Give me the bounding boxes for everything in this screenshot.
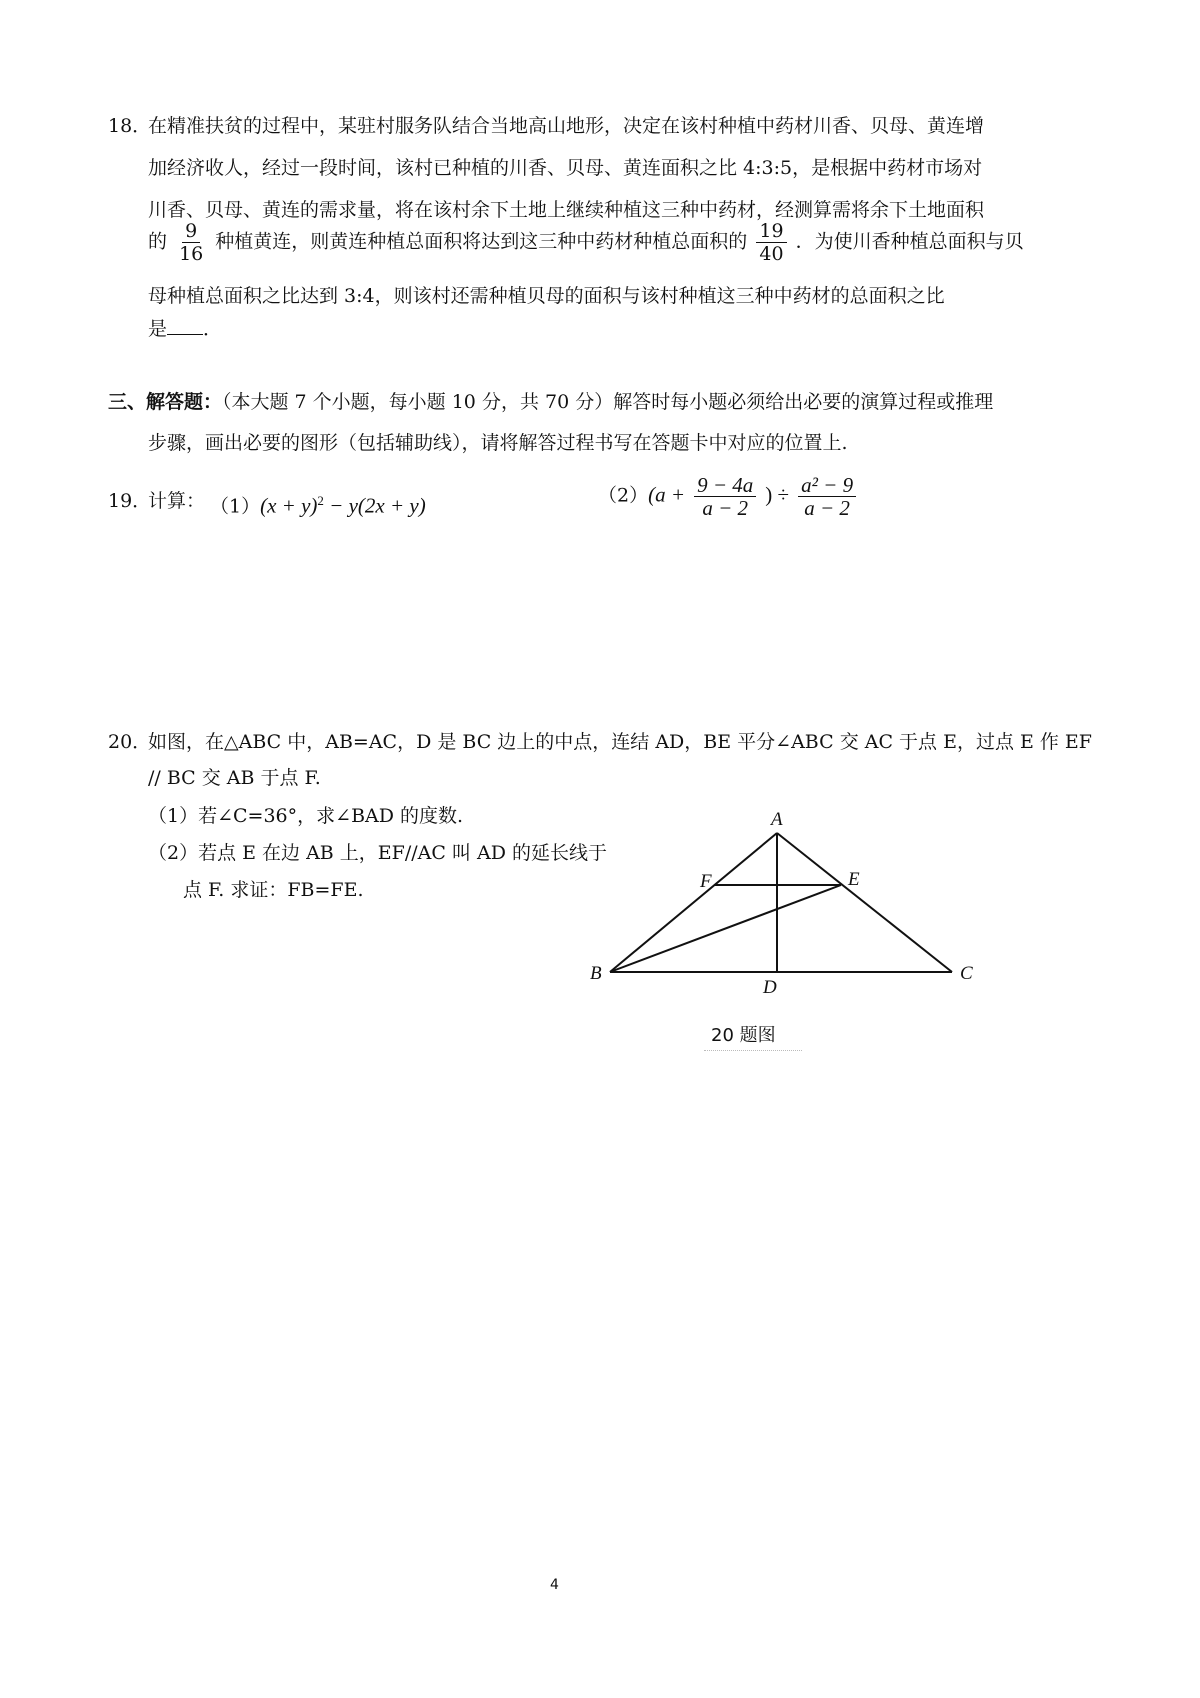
- q20-line-2: // BC 交 AB 于点 F.: [148, 767, 321, 789]
- q20-number: 20．: [108, 731, 152, 753]
- label-d: D: [763, 977, 777, 998]
- caption-underline: [704, 1050, 802, 1051]
- q18-line-4-start: 的: [148, 230, 168, 253]
- figure-caption: 20 题图: [711, 1025, 776, 1046]
- q19-part-2: （2）(a + $\frac{9 - 4a}{a - 2}$ ) ÷ $\frac{\text{a² − 9}}{a - 2}$: [598, 474, 859, 519]
- side-ac: [777, 833, 952, 972]
- section-3-line-1: 三、解答题：（本大题 7 个小题，每小题 10 分，共 70 分）解答时每小题必须给出必要的演算过程或推理: [108, 391, 994, 413]
- side-ab: [610, 833, 777, 972]
- fraction-part2-1: $\frac{9 - 4a}{a - 2}$: [694, 474, 756, 519]
- q18-line-6: 是 ．: [148, 318, 223, 340]
- label-c: C: [960, 963, 973, 984]
- q20-part-2-line-2: 点 F. 求证：FB=FE.: [183, 879, 364, 901]
- q18-line-3: 川香、贝母、黄连的需求量，将在该村余下土地上继续种植这三种中药材，经测算需将余下土地面积: [148, 199, 985, 221]
- q19-label: 计算：: [148, 490, 206, 512]
- q19-part-1: $(1)(x + y)^2 - y(2x + y)$: [210, 493, 426, 518]
- section-3-title: 三、解答题：: [108, 391, 223, 413]
- q18-line-2: 加经济收人，经过一段时间，该村已种植的川香、贝母、黄连面积之比 4:3:5，是根据中药材市场对: [148, 157, 983, 179]
- fraction-19-40: $\frac{19}{40}$: [756, 220, 786, 265]
- label-f: F: [700, 871, 712, 892]
- q20-part-1: （1）若∠C=36°，求∠BAD 的度数.: [148, 805, 464, 827]
- q19-number: 19．: [108, 490, 152, 512]
- label-b: B: [590, 963, 602, 984]
- q18-number: 18．: [108, 115, 152, 137]
- label-e: E: [848, 869, 860, 890]
- triangle-figure: [580, 805, 990, 1000]
- section-3-line-2: 步骤，画出必要的图形（包括辅助线），请将解答过程书写在答题卡中对应的位置上.: [148, 432, 848, 454]
- q18-line-4: [148, 220, 1024, 265]
- segment-be: [610, 885, 841, 972]
- q18-line-5: 母种植总面积之比达到 3:4，则该村还需种植贝母的面积与该村种植这三种中药材的总面积之比: [148, 285, 945, 307]
- label-a: A: [771, 809, 783, 830]
- q18-line-1: 在精准扶贫的过程中，某驻村服务队结合当地高山地形，决定在该村种植中药材川香、贝母、黄连增: [148, 115, 985, 137]
- q20-part-2-line-1: （2）若点 E 在边 AB 上，EF//AC 叫 AD 的延长线于: [148, 842, 607, 864]
- answer-blank: [167, 316, 203, 335]
- q20-line-1: 如图，在△ABC 中，AB=AC，D 是 BC 边上的中点，连结 AD，BE 平分∠ABC 交 AC 于点 E，过点 E 作 EF: [148, 731, 1092, 753]
- fraction-part2-2: $\frac{\text{a² − 9}}{a - 2}$: [798, 474, 856, 519]
- page-number: 4: [550, 1577, 559, 1593]
- fraction-9-16: $\frac{9}{16}$: [179, 220, 204, 265]
- q18-line-4-end: ．为使川香种植总面积与贝: [795, 230, 1024, 253]
- q18-line-4-middle: 种植黄连，则黄连种植总面积将达到这三种中药材种植总面积的: [215, 230, 748, 253]
